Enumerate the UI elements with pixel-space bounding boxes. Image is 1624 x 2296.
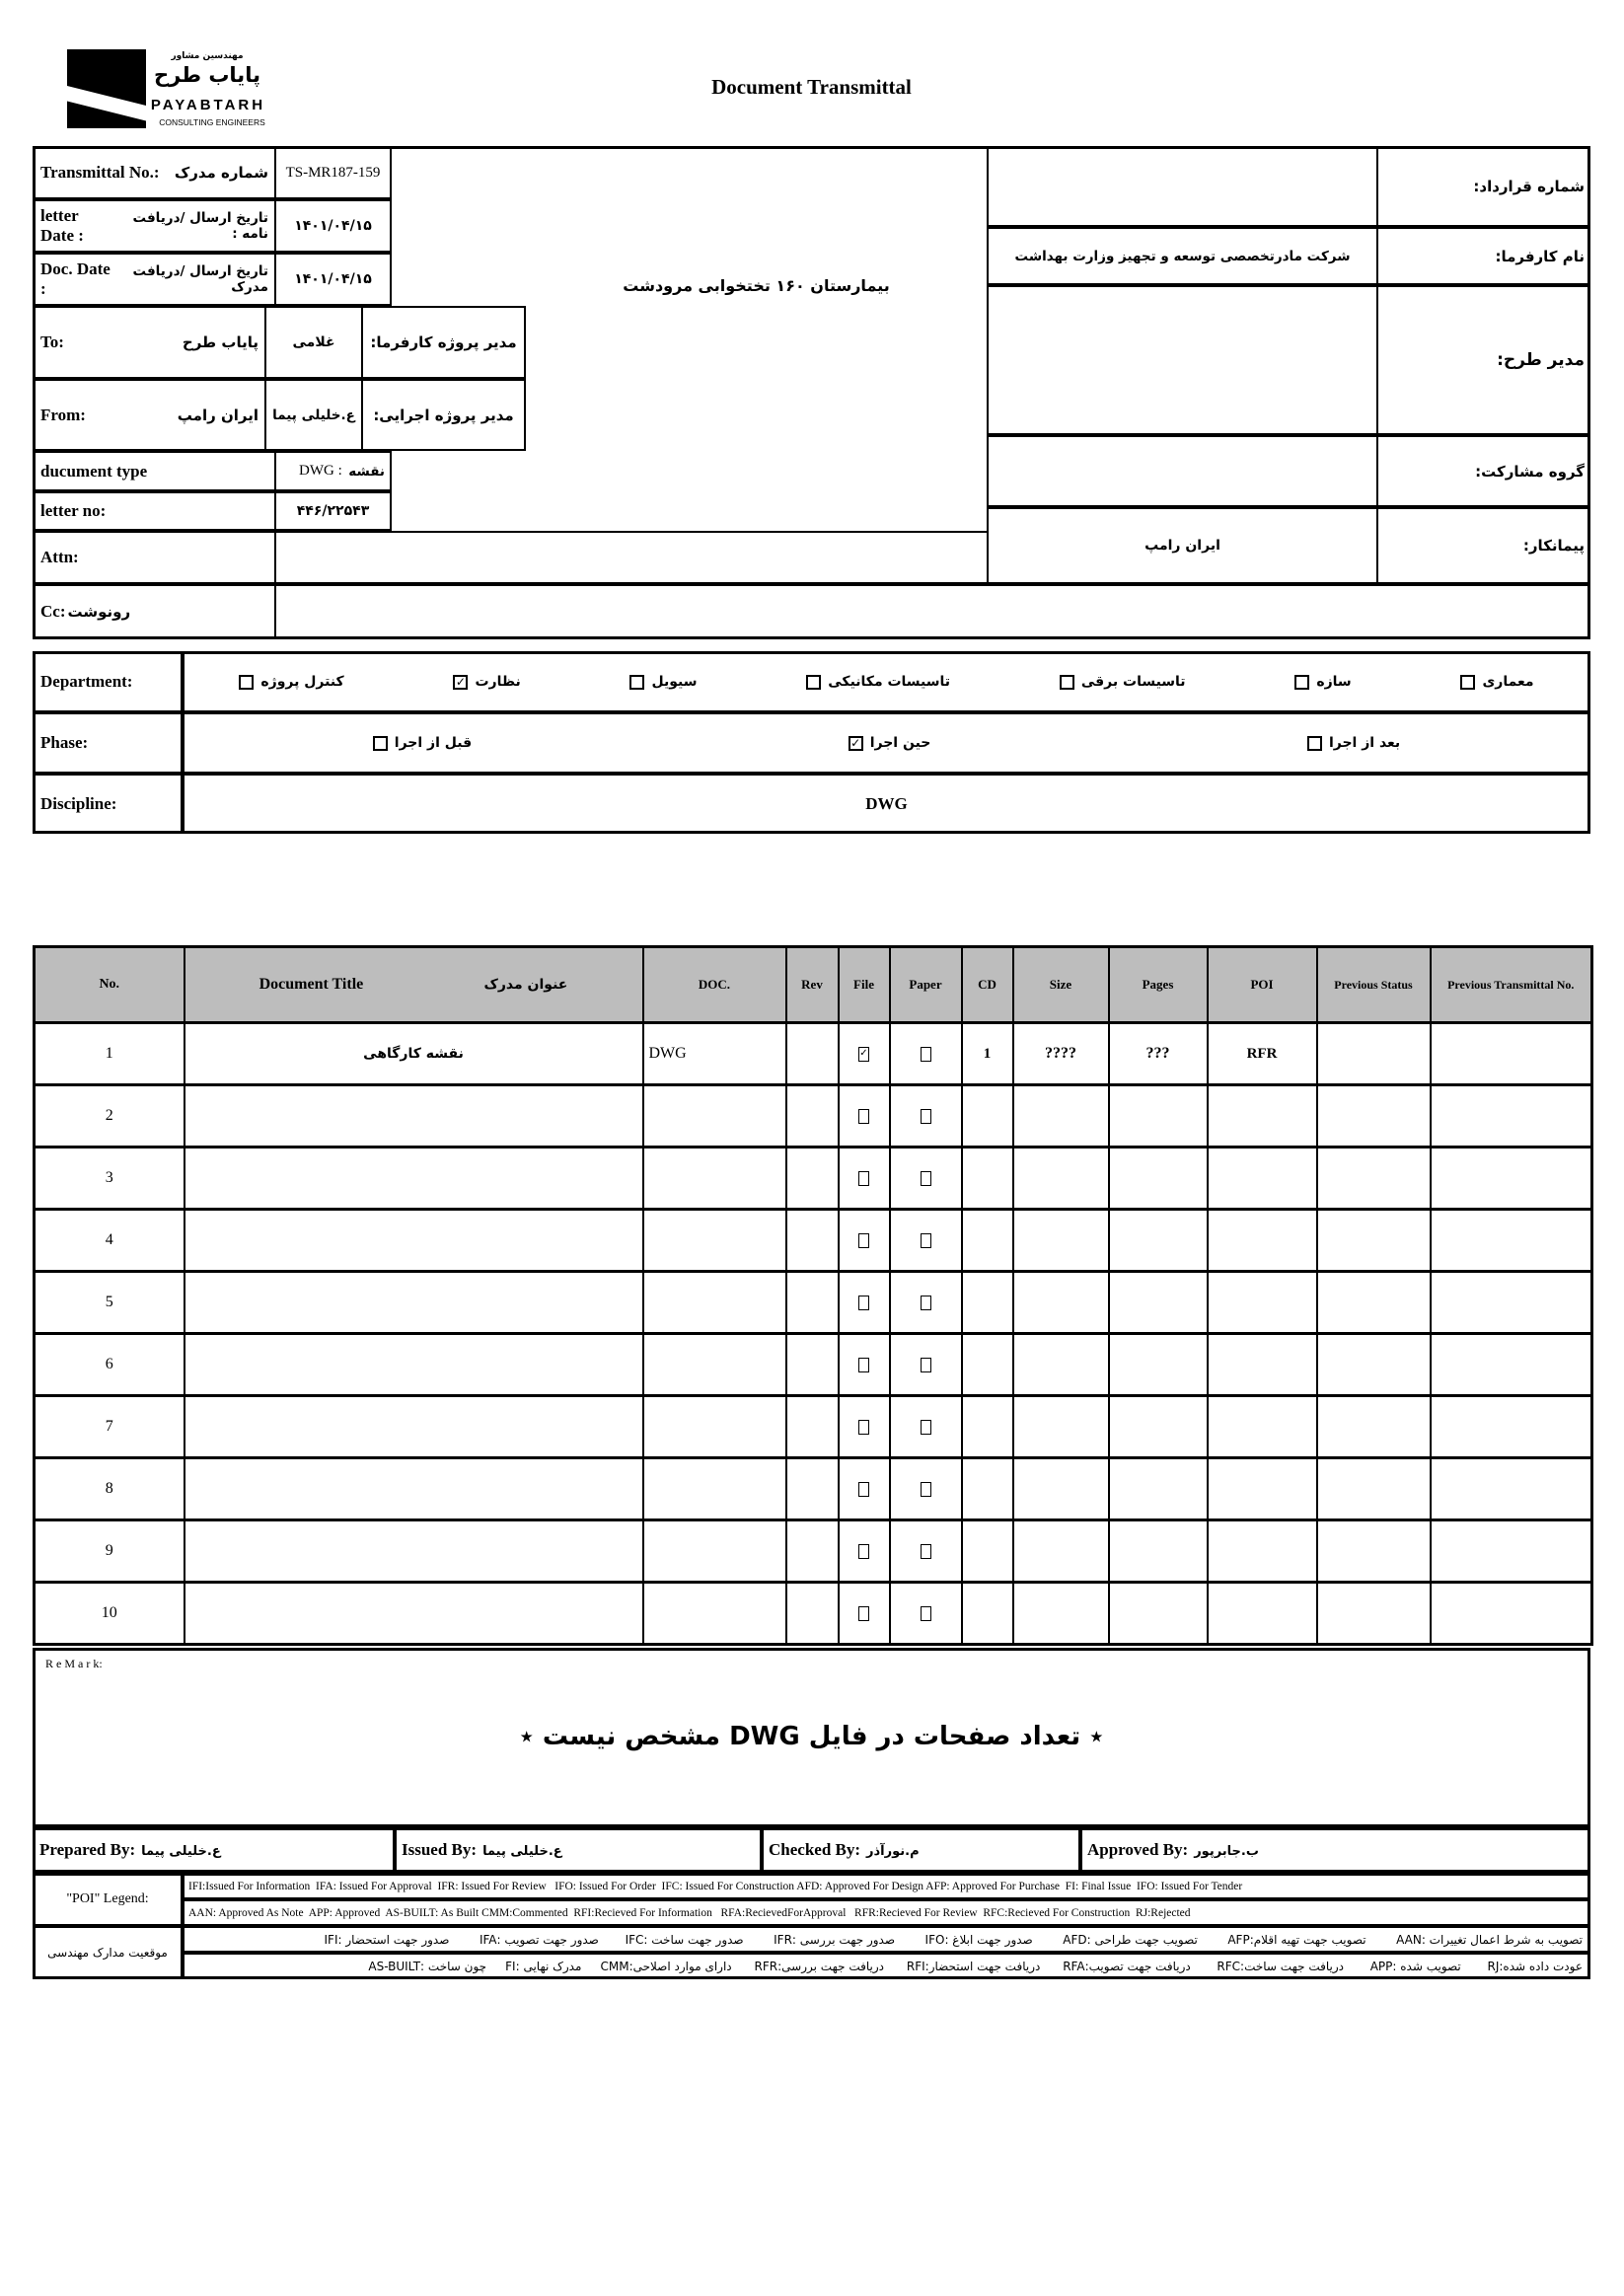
- checkbox-unchecked-icon[interactable]: [858, 1358, 869, 1372]
- doctype-label: [33, 451, 276, 491]
- cell-pages: ???: [1109, 1023, 1208, 1085]
- cell-title: [185, 1085, 643, 1148]
- cell-doc: [643, 1583, 786, 1645]
- cell-cd: [962, 1396, 1013, 1458]
- cell-file: [839, 1583, 890, 1645]
- cell-doc: [643, 1334, 786, 1396]
- col-paper: Paper: [890, 947, 962, 1023]
- cell-prev-status: [1317, 1148, 1431, 1210]
- department-option-label: معماری: [1482, 674, 1534, 690]
- cell-pages: [1109, 1334, 1208, 1396]
- cell-doc: [643, 1210, 786, 1272]
- cell-title: [185, 1148, 643, 1210]
- phase-option: [373, 735, 472, 751]
- cell-prev-status: [1317, 1085, 1431, 1148]
- cell-doc: [643, 1396, 786, 1458]
- cell-rev: [786, 1272, 839, 1334]
- phase-option: [1307, 735, 1400, 751]
- cell-pages: [1109, 1396, 1208, 1458]
- discipline-label-cell: [33, 774, 183, 834]
- prepared-by-label: Prepared By:: [39, 1840, 136, 1859]
- document-table: [33, 945, 1593, 1646]
- checkbox-unchecked-icon[interactable]: [806, 675, 821, 690]
- checkbox-unchecked-icon[interactable]: [239, 675, 254, 690]
- approved-by-cell: [1080, 1827, 1590, 1873]
- attn-value: [274, 531, 989, 584]
- document-table-row: [35, 1023, 1592, 1085]
- phase-option: [849, 735, 931, 751]
- cell-prev-transmittal: [1431, 1148, 1592, 1210]
- cell-size: [1013, 1458, 1109, 1520]
- cell-doc: [643, 1520, 786, 1583]
- to-row: [33, 306, 266, 379]
- cell-poi: [1208, 1396, 1317, 1458]
- cell-prev-status: [1317, 1210, 1431, 1272]
- cell-size: [1013, 1334, 1109, 1396]
- col-poi: POI: [1208, 947, 1317, 1023]
- checkbox-unchecked-icon[interactable]: [921, 1047, 931, 1062]
- cell-pages: [1109, 1458, 1208, 1520]
- cell-size: [1013, 1148, 1109, 1210]
- cell-no: 2: [35, 1085, 185, 1148]
- col-size: Size: [1013, 947, 1109, 1023]
- document-table-header: [35, 947, 1592, 1023]
- checked-by-name: م.نورآذر: [866, 1844, 920, 1859]
- checkbox-unchecked-icon[interactable]: [921, 1420, 931, 1435]
- remark-text: ٭ تعداد صفحات در فایل DWG مشخص نیست ٭: [519, 1722, 1104, 1751]
- cell-prev-status: [1317, 1458, 1431, 1520]
- checkbox-unchecked-icon[interactable]: [858, 1109, 869, 1124]
- partnership-label: گروه مشارکت:: [1376, 435, 1590, 507]
- cell-title: [185, 1210, 643, 1272]
- cell-title: [185, 1458, 643, 1520]
- checked-by-label: Checked By:: [769, 1840, 861, 1859]
- cell-paper: [890, 1272, 962, 1334]
- checkbox-checked-icon[interactable]: ✓: [849, 736, 863, 751]
- cell-poi: [1208, 1583, 1317, 1645]
- document-table-row: [35, 1085, 1592, 1148]
- cell-poi: [1208, 1520, 1317, 1583]
- checkbox-unchecked-icon[interactable]: [921, 1171, 931, 1186]
- attn-label-en: Attn:: [40, 548, 79, 566]
- cell-cd: [962, 1085, 1013, 1148]
- cc-label-en: Cc:: [40, 602, 66, 621]
- department-label: Department:: [40, 672, 133, 691]
- cell-poi: [1208, 1458, 1317, 1520]
- cell-poi: RFR: [1208, 1023, 1317, 1085]
- cell-prev-transmittal: [1431, 1583, 1592, 1645]
- department-option-label: کنترل پروژه: [260, 674, 344, 690]
- doc-date-label: [33, 253, 276, 306]
- document-table-row: [35, 1396, 1592, 1458]
- checkbox-unchecked-icon[interactable]: [858, 1544, 869, 1559]
- doc-status-legend-line1: تصویب به شرط اعمال تغییرات :AAN تصویب جهت تهیه اقلام:AFP تصویب جهت طراحی :AFD صدور جهت ابلاغ :IFO صدور جهت بررسی :IFR صدور جهت ساخت :IFC صدور جهت تصویب :IFA صدور جهت استحضار :IFI: [183, 1926, 1590, 1953]
- client-label: نام کارفرما:: [1376, 227, 1590, 285]
- doc-date-value: ۱۴۰۱/۰۴/۱۵: [274, 253, 392, 306]
- cell-size: [1013, 1272, 1109, 1334]
- department-options: [183, 651, 1590, 712]
- cell-paper: [890, 1334, 962, 1396]
- cell-no: 6: [35, 1334, 185, 1396]
- cell-no: 1: [35, 1023, 185, 1085]
- checkbox-unchecked-icon[interactable]: [858, 1420, 869, 1435]
- document-table-row: [35, 1458, 1592, 1520]
- department-option: [1294, 674, 1351, 690]
- cell-file: [839, 1396, 890, 1458]
- cell-prev-transmittal: [1431, 1272, 1592, 1334]
- checkbox-unchecked-icon[interactable]: [921, 1233, 931, 1248]
- cell-prev-status: [1317, 1583, 1431, 1645]
- from-role: مدیر پروژه اجرایی:: [361, 379, 526, 451]
- cell-rev: [786, 1520, 839, 1583]
- from-row: [33, 379, 266, 451]
- cell-prev-status: [1317, 1334, 1431, 1396]
- remark-box: [33, 1648, 1590, 1827]
- cell-doc: [643, 1458, 786, 1520]
- col-no: No.: [35, 947, 185, 1023]
- doc-status-legend-label: موقعیت مدارک مهندسی: [33, 1926, 183, 1979]
- cell-pages: [1109, 1085, 1208, 1148]
- design-manager-value: [987, 285, 1378, 435]
- project-name: بیمارستان ۱۶۰ تختخوابی مرودشت: [623, 276, 890, 295]
- cell-cd: [962, 1148, 1013, 1210]
- transmittal-no-label-en: Transmittal No.:: [40, 163, 160, 182]
- checkbox-unchecked-icon[interactable]: [1307, 736, 1322, 751]
- cell-poi: [1208, 1334, 1317, 1396]
- cell-prev-transmittal: [1431, 1023, 1592, 1085]
- prepared-by-name: ع.خلیلی پیما: [141, 1844, 221, 1859]
- cell-paper: [890, 1210, 962, 1272]
- cell-cd: [962, 1583, 1013, 1645]
- col-prev-status: Previous Status: [1317, 947, 1431, 1023]
- col-rev: Rev: [786, 947, 839, 1023]
- cell-size: [1013, 1396, 1109, 1458]
- approved-by-label: Approved By:: [1087, 1840, 1189, 1859]
- department-option-label: سازه: [1316, 674, 1352, 690]
- poi-legend-line2: AAN: Approved As Note APP: Approved AS-BUILT: As Built CMM:Commented RFI:Recieved For Information RFA:RecievedForApproval RFR:Recieved For Review RFC:Recieved For Construction RJ:Rejected: [183, 1899, 1590, 1926]
- cell-prev-status: [1317, 1396, 1431, 1458]
- checkbox-unchecked-icon[interactable]: [858, 1233, 869, 1248]
- cell-rev: [786, 1334, 839, 1396]
- attn-label: [33, 531, 276, 584]
- cell-file: [839, 1210, 890, 1272]
- letter-date-value: ۱۴۰۱/۰۴/۱۵: [274, 199, 392, 253]
- cell-prev-status: [1317, 1272, 1431, 1334]
- cell-doc: DWG: [643, 1023, 786, 1085]
- discipline-value: DWG: [183, 774, 1590, 834]
- transmittal-no-label: [33, 146, 276, 199]
- col-doc: DOC.: [643, 947, 786, 1023]
- cell-file: [839, 1334, 890, 1396]
- phase-label-cell: [33, 712, 183, 774]
- cell-prev-status: [1317, 1023, 1431, 1085]
- cell-pages: [1109, 1148, 1208, 1210]
- phase-option-label: قبل از اجرا: [394, 735, 473, 751]
- from-name: ع.خلیلی پیما: [264, 379, 363, 451]
- checkbox-unchecked-icon[interactable]: [1060, 675, 1074, 690]
- client-value: شرکت مادرتخصصی توسعه و تجهیز وزارت بهداشت: [987, 227, 1378, 285]
- phase-option-label: بعد از اجرا: [1328, 735, 1401, 751]
- cell-rev: [786, 1210, 839, 1272]
- letter-date-label-fa: تاریخ ارسال /دریافت نامه :: [132, 210, 268, 242]
- cell-file: [839, 1272, 890, 1334]
- transmittal-no-value: TS-MR187-159: [274, 146, 392, 199]
- contractor-value: ایران رامپ: [987, 507, 1378, 584]
- letterno-label: [33, 491, 276, 531]
- phase-option-label: حین اجرا: [869, 735, 931, 751]
- cell-poi: [1208, 1085, 1317, 1148]
- cell-rev: [786, 1458, 839, 1520]
- cell-poi: [1208, 1148, 1317, 1210]
- to-name: غلامی: [264, 306, 363, 379]
- doctype-value: DWG :: [299, 463, 342, 479]
- col-title-en: Document Title: [258, 976, 364, 993]
- department-option: [453, 674, 520, 690]
- prepared-by-cell: [33, 1827, 395, 1873]
- cell-no: 5: [35, 1272, 185, 1334]
- cell-pages: [1109, 1272, 1208, 1334]
- issued-by-name: ع.خلیلی پیما: [482, 1844, 562, 1859]
- cell-pages: [1109, 1520, 1208, 1583]
- cell-no: 7: [35, 1396, 185, 1458]
- department-option: [1060, 674, 1186, 690]
- col-title: [185, 947, 643, 1023]
- from-value: ایران رامپ: [177, 406, 258, 424]
- cell-prev-transmittal: [1431, 1210, 1592, 1272]
- logo-en-sub: CONSULTING ENGINEERS: [159, 117, 265, 127]
- contract-no-label: شماره قرارداد:: [1376, 146, 1590, 227]
- cell-rev: [786, 1148, 839, 1210]
- cell-title: [185, 1583, 643, 1645]
- doc-date-label-en: Doc. Date :: [40, 259, 111, 298]
- cell-title: [185, 1334, 643, 1396]
- to-value: پایاب طرح: [182, 333, 258, 351]
- phase-options: [183, 712, 1590, 774]
- document-table-row: [35, 1520, 1592, 1583]
- phase-label: Phase:: [40, 733, 89, 752]
- col-title-fa: عنوان مدرک: [483, 977, 568, 993]
- checkbox-unchecked-icon[interactable]: [921, 1544, 931, 1559]
- department-option: [239, 674, 343, 690]
- cell-title: نقشه کارگاهی: [185, 1023, 643, 1085]
- to-label: To:: [40, 333, 64, 351]
- page-title: Document Transmittal: [711, 75, 912, 99]
- cell-paper: [890, 1458, 962, 1520]
- cell-no: 8: [35, 1458, 185, 1520]
- approved-by-name: ب.جابرپور: [1194, 1844, 1259, 1859]
- department-option-label: نظارت: [475, 674, 521, 690]
- letterno-value: ۴۴۶/۲۲۵۴۳: [274, 491, 392, 531]
- cell-prev-transmittal: [1431, 1334, 1592, 1396]
- poi-legend-label: "POI" Legend:: [33, 1873, 183, 1926]
- cell-prev-status: [1317, 1520, 1431, 1583]
- col-pages: Pages: [1109, 947, 1208, 1023]
- cell-file: [839, 1520, 890, 1583]
- cell-pages: [1109, 1583, 1208, 1645]
- cell-file: [839, 1148, 890, 1210]
- checked-by-cell: [762, 1827, 1080, 1873]
- doctype-label-en: ducument type: [40, 461, 148, 481]
- issued-by-label: Issued By:: [402, 1840, 478, 1859]
- cell-paper: [890, 1396, 962, 1458]
- cell-pages: [1109, 1210, 1208, 1272]
- cell-cd: [962, 1334, 1013, 1396]
- col-cd: CD: [962, 947, 1013, 1023]
- cell-prev-transmittal: [1431, 1458, 1592, 1520]
- document-table-row: [35, 1210, 1592, 1272]
- cell-cd: 1: [962, 1023, 1013, 1085]
- cell-title: [185, 1396, 643, 1458]
- cell-rev: [786, 1583, 839, 1645]
- doc-status-legend-line2: عودت داده شده:RJ تصویب شده :APP دریافت جهت ساخت:RFC دریافت جهت تصویب:RFA دریافت جهت استحضار:RFI دریافت جهت بررسی:RFR دارای موارد اصلاحی:CMM مدرک نهایی :FI چون ساخت :AS-BUILT: [183, 1953, 1590, 1979]
- cc-label-fa: رونوشت: [67, 603, 131, 621]
- letter-date-label-en: letter Date :: [40, 206, 84, 245]
- cell-paper: [890, 1148, 962, 1210]
- cell-doc: [643, 1085, 786, 1148]
- cc-value: [274, 584, 1590, 639]
- cell-file: [839, 1458, 890, 1520]
- cell-size: [1013, 1583, 1109, 1645]
- contractor-label: پیمانکار:: [1376, 507, 1590, 584]
- cell-paper: [890, 1583, 962, 1645]
- cell-poi: [1208, 1210, 1317, 1272]
- checkbox-unchecked-icon[interactable]: [1460, 675, 1475, 690]
- cell-no: 9: [35, 1520, 185, 1583]
- cell-file: [839, 1023, 890, 1085]
- department-label-cell: [33, 651, 183, 712]
- transmittal-no-label-fa: شماره مدرک: [174, 164, 268, 182]
- document-table-row: [35, 1148, 1592, 1210]
- cell-no: 4: [35, 1210, 185, 1272]
- from-label: From:: [40, 405, 86, 424]
- cell-file: [839, 1085, 890, 1148]
- department-option-label: سیویل: [651, 674, 698, 690]
- cell-rev: [786, 1023, 839, 1085]
- department-option-label: تاسیسات برقی: [1080, 674, 1186, 690]
- letter-date-label: [33, 199, 276, 253]
- department-option: [629, 674, 697, 690]
- cell-cd: [962, 1272, 1013, 1334]
- department-option: [1460, 674, 1533, 690]
- cell-prev-transmittal: [1431, 1520, 1592, 1583]
- issued-by-cell: [395, 1827, 762, 1873]
- cell-rev: [786, 1085, 839, 1148]
- design-manager-label: مدیر طرح:: [1376, 285, 1590, 435]
- checkbox-unchecked-icon[interactable]: [858, 1171, 869, 1186]
- checkbox-unchecked-icon[interactable]: [921, 1358, 931, 1372]
- cell-doc: [643, 1148, 786, 1210]
- col-prev-transmittal: Previous Transmittal No.: [1431, 947, 1592, 1023]
- department-option-label: تاسیسات مکانیکی: [828, 674, 951, 690]
- cell-rev: [786, 1396, 839, 1458]
- contract-no-value: [987, 146, 1378, 227]
- partnership-value: [987, 435, 1378, 507]
- to-role: مدیر پروژه کارفرما:: [361, 306, 526, 379]
- document-table-row: [35, 1334, 1592, 1396]
- checkbox-unchecked-icon[interactable]: [629, 675, 644, 690]
- cell-paper: [890, 1085, 962, 1148]
- checkbox-unchecked-icon[interactable]: [1294, 675, 1309, 690]
- cell-size: [1013, 1520, 1109, 1583]
- checkbox-unchecked-icon[interactable]: [921, 1606, 931, 1621]
- cell-paper: [890, 1520, 962, 1583]
- cell-cd: [962, 1458, 1013, 1520]
- cc-label: [33, 584, 276, 639]
- checkbox-unchecked-icon[interactable]: [858, 1296, 869, 1310]
- cell-prev-transmittal: [1431, 1085, 1592, 1148]
- poi-legend-line1: IFI:Issued For Information IFA: Issued For Approval IFR: Issued For Review IFO: Issued For Order IFC: Issued For Construction AFD: Approved For Design AFP: Approved For Purchase FI: Final Issue IFO: Issued For Tender: [183, 1873, 1590, 1899]
- checkbox-unchecked-icon[interactable]: [858, 1482, 869, 1497]
- doctype-value-fa: نقشه: [348, 463, 385, 480]
- checkbox-checked-icon[interactable]: ✓: [858, 1047, 869, 1062]
- letterno-label-en: letter no:: [40, 501, 107, 520]
- cell-title: [185, 1520, 643, 1583]
- cell-no: 10: [35, 1583, 185, 1645]
- logo-fa-name: پایاب طرح: [154, 63, 260, 87]
- logo-fa-small: مهندسین مشاور: [171, 51, 244, 61]
- checkbox-unchecked-icon[interactable]: [858, 1606, 869, 1621]
- cell-cd: [962, 1520, 1013, 1583]
- doctype-value-cell: [274, 451, 392, 491]
- checkbox-unchecked-icon[interactable]: [373, 736, 388, 751]
- cell-poi: [1208, 1272, 1317, 1334]
- checkbox-unchecked-icon[interactable]: [921, 1296, 931, 1310]
- cell-paper: [890, 1023, 962, 1085]
- remark-label: R e M a r k:: [45, 1657, 103, 1670]
- cell-title: [185, 1272, 643, 1334]
- checkbox-unchecked-icon[interactable]: [921, 1109, 931, 1124]
- logo-en-name: PAYABTARH: [150, 97, 266, 113]
- cell-cd: [962, 1210, 1013, 1272]
- discipline-label: Discipline:: [40, 793, 117, 813]
- document-table-row: [35, 1272, 1592, 1334]
- doc-date-label-fa: تاریخ ارسال /دریافت مدرک: [132, 263, 268, 295]
- cell-size: [1013, 1085, 1109, 1148]
- col-file: File: [839, 947, 890, 1023]
- cell-no: 3: [35, 1148, 185, 1210]
- document-table-row: [35, 1583, 1592, 1645]
- cell-size: [1013, 1210, 1109, 1272]
- checkbox-unchecked-icon[interactable]: [921, 1482, 931, 1497]
- cell-size: ????: [1013, 1023, 1109, 1085]
- department-option: [806, 674, 950, 690]
- cell-prev-transmittal: [1431, 1396, 1592, 1458]
- checkbox-checked-icon[interactable]: ✓: [453, 675, 468, 690]
- cell-doc: [643, 1272, 786, 1334]
